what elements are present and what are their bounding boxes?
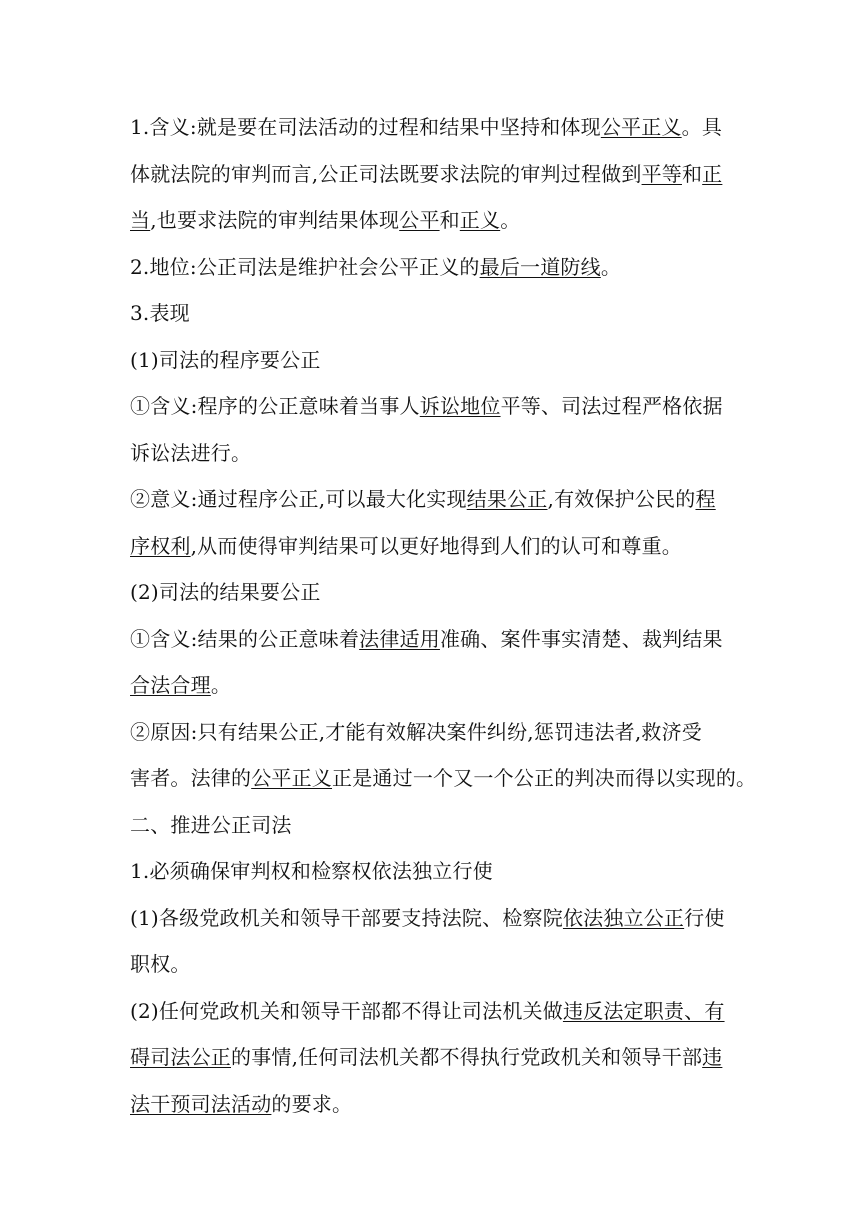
text-segment: 的要求。 [271, 1091, 353, 1116]
underlined-key-term: 公平正义 [600, 115, 682, 139]
text-segment: ,也要求法院的审判结果体现 [150, 208, 400, 232]
underlined-key-term: 结果公正 [466, 487, 548, 511]
text-line [130, 476, 730, 523]
text-segment: 和 [681, 161, 703, 186]
text-line [130, 941, 730, 988]
text-segment: 诉讼法进行。 [130, 440, 252, 465]
underlined-key-term: 当 [130, 208, 151, 232]
text-line [130, 1034, 730, 1081]
text-segment: ②意义:通过程序公正,可以最大化实现 [130, 487, 467, 511]
underlined-key-term: 正 [702, 161, 723, 186]
text-segment: 职权。 [130, 952, 191, 976]
text-segment: 平等、司法过程严格依据 [500, 394, 723, 418]
text-segment: 。 [210, 673, 232, 697]
text-segment: 二、推进公正司法 [130, 812, 292, 837]
text-line [130, 848, 730, 895]
document-body [130, 104, 757, 1127]
underlined-key-term: 最后一道防线 [479, 254, 601, 279]
text-segment: 和 [439, 208, 460, 232]
text-line [130, 895, 730, 942]
text-segment: (1)司法的程序要公正 [130, 347, 321, 372]
text-line [130, 569, 730, 616]
underlined-key-term: 违反法定职责、有 [562, 998, 725, 1023]
text-line [130, 523, 730, 570]
text-line [130, 337, 730, 384]
text-segment: 。具 [681, 115, 723, 139]
text-segment: 体就法院的审判而言,公正司法既要求法院的审判过程做到 [130, 161, 642, 186]
text-segment: 正是通过一个又一个公正的判决而得以实现的。 [332, 766, 757, 790]
text-segment: ,有效保护公民的 [547, 487, 696, 511]
underlined-key-term: 依法独立公正 [562, 905, 685, 930]
text-line [130, 104, 730, 151]
text-line [130, 290, 730, 337]
text-line [130, 802, 730, 849]
text-segment: (2)任何党政机关和领导干部都不得让司法机关做 [130, 998, 563, 1023]
text-segment: 。 [500, 208, 521, 232]
text-line [130, 709, 730, 756]
text-segment: ②原因:只有结果公正,才能有效解决案件纠纷,惩罚违法者,救济受 [130, 719, 703, 744]
text-line [130, 1081, 730, 1128]
underlined-key-term: 碍司法公正 [130, 1045, 231, 1069]
text-line [130, 383, 730, 430]
underlined-key-term: 公平正义 [251, 766, 333, 790]
underlined-key-term: 法律适用 [359, 626, 440, 651]
underlined-key-term: 程 [695, 487, 716, 511]
underlined-key-term: 公平 [399, 208, 440, 232]
text-segment: ①含义:结果的公正意味着 [130, 626, 360, 651]
underlined-key-term: 诉讼地位 [419, 394, 501, 418]
text-line [130, 988, 730, 1035]
text-segment: ,从而使得审判结果可以更好地得到人们的认可和尊重。 [190, 533, 682, 558]
underlined-key-term: 序权利 [130, 533, 191, 558]
text-segment: 1.必须确保审判权和检察权依法独立行使 [130, 859, 493, 883]
text-line [130, 755, 757, 802]
text-segment: 行使 [684, 905, 725, 930]
text-line [130, 662, 730, 709]
text-segment: 3.表现 [130, 301, 190, 325]
text-segment: 害者。法律的 [130, 766, 252, 790]
text-line [130, 616, 730, 663]
text-segment: 1.含义:就是要在司法活动的过程和结果中坚持和体现 [130, 115, 601, 139]
text-line [130, 244, 730, 291]
text-line [130, 151, 730, 198]
text-segment: 的事情,任何司法机关都不得执行党政机关和领导干部 [231, 1045, 703, 1069]
underlined-key-term: 正义 [459, 208, 501, 232]
text-line [130, 430, 730, 477]
text-segment: 准确、案件事实清楚、裁判结果 [439, 626, 723, 651]
underlined-key-term: 平等 [641, 161, 682, 186]
underlined-key-term: 法干预司法活动 [130, 1091, 272, 1116]
text-segment: 。 [600, 254, 622, 279]
text-segment: ①含义:程序的公正意味着当事人 [130, 394, 420, 418]
text-segment: (2)司法的结果要公正 [130, 580, 321, 604]
text-segment: 2.地位:公正司法是维护社会公平正义的 [130, 254, 480, 279]
underlined-key-term: 违 [702, 1045, 723, 1069]
text-segment: (1)各级党政机关和领导干部要支持法院、检察院 [130, 905, 563, 930]
underlined-key-term: 合法合理 [130, 673, 211, 697]
text-line [130, 197, 730, 244]
